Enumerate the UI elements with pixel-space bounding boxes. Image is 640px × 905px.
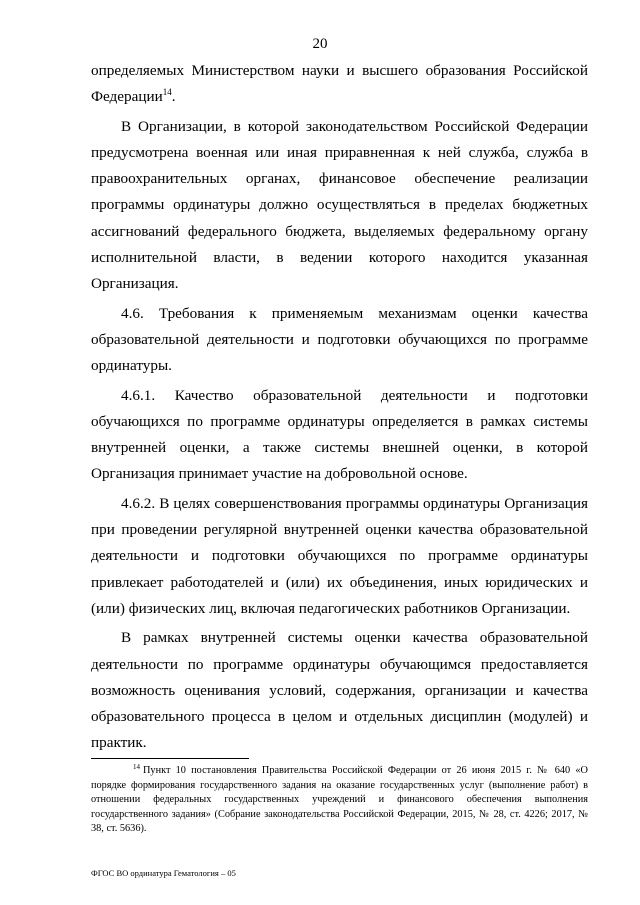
paragraph-1: определяемых Министерством науки и высшего образования Российской Федерации$^{14}$. — [91, 62, 588, 106]
paragraph-5: 4.6.2. В целях совершенствования программы ординатуры Организация при проведении регулярной внутренней оценки качества образовательной деятельности и подготовки обучающихся по программе ординатуры привлекает работодателей и (или) их объединения, иных юридических и (или) физических лиц, включая педагогических работников Организации. — [91, 494, 588, 617]
footnote — [91, 764, 588, 837]
document-footer: ФГОС ВО ординатура Гематология – 05 — [91, 868, 236, 878]
paragraph-4: 4.6.1. Качество образовательной деятельности и подготовки обучающихся по программе ординатуры определяется в рамках системы внутренней оценки, а также системы внешней оценки, в которой Организация принимает участие на добровольной основе. — [91, 386, 588, 483]
body-text — [91, 58, 588, 760]
footnote-reference[interactable]: 14 — [162, 87, 172, 98]
paragraph-3: 4.6. Требования к применяемым механизмам оценки качества образовательной деятельности и подготовки обучающихся по программе ординатуры. — [91, 304, 588, 375]
paragraph-2: В Организации, в которой законодательством Российской Федерации предусмотрена военная или иная приравненная к ней служба, служба в правоохранительных органах, финансовое обеспечение реализации программы ординатуры должно осуществляться в пределах бюджетных ассигнований федерального бюджета, выделяемых федеральному органу исполнительной власти, в ведении которого находится указанная Организация. — [91, 117, 588, 293]
footnote-marker: 14 — [133, 762, 140, 771]
footnote-text: Пункт 10 постановления Правительства Российской Федерации от 26 июня 2015 г. № 640 «О порядке формирования государственного задания на оказание государственных услуг (выполнение работ) в отношении федеральных государственных учреждений и финансового обеспечения выполнения государственного задания» (Собрание законодательства Российской Федерации, 2015, № 28, ст. 4226; 2017, № 38, ст. 5636). — [91, 765, 588, 835]
paragraph-6: В рамках внутренней системы оценки качества образовательной деятельности по программе ординатуры обучающимся предоставляется возможность оценивания условий, содержания, организации и качества образовательного процесса в целом и отдельных дисциплин (модулей) и практик. — [91, 629, 588, 752]
footnote-divider — [91, 758, 249, 759]
page-number: 20 — [312, 36, 328, 52]
